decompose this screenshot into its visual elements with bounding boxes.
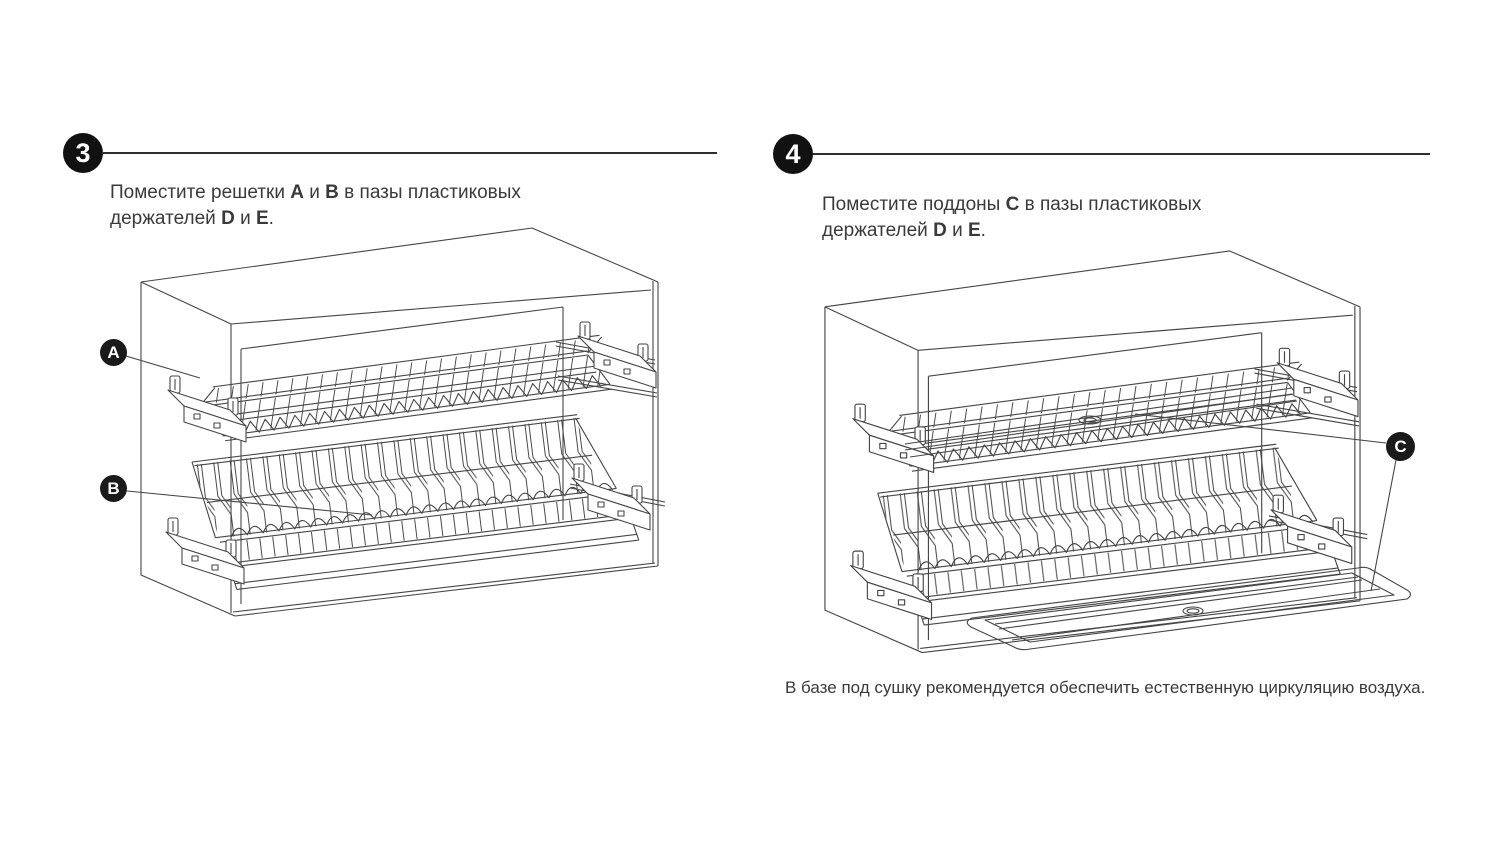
step-4-instruction: Поместите поддоны C в пазы пластиковых держателей D и E.	[822, 194, 1202, 241]
step4-cabinet-drawing	[825, 251, 1367, 653]
part-label-c: C	[1386, 432, 1415, 461]
step-3-number: 3	[63, 133, 103, 173]
step-4-rule	[813, 153, 1430, 155]
label-a-leader	[126, 356, 200, 378]
part-label-b: B	[100, 475, 127, 502]
part-label-a: A	[100, 339, 127, 366]
step3-cabinet-drawing	[141, 228, 665, 616]
step-3-instruction: Поместите решетки A и B в пазы пластиковых держателей D и E.	[110, 182, 521, 229]
ventilation-note: В базе под сушку рекомендуется обеспечить естественную циркуляцию воздуха.	[785, 678, 1426, 697]
step-3-rule	[102, 152, 717, 154]
step-4-number: 4	[773, 134, 813, 174]
